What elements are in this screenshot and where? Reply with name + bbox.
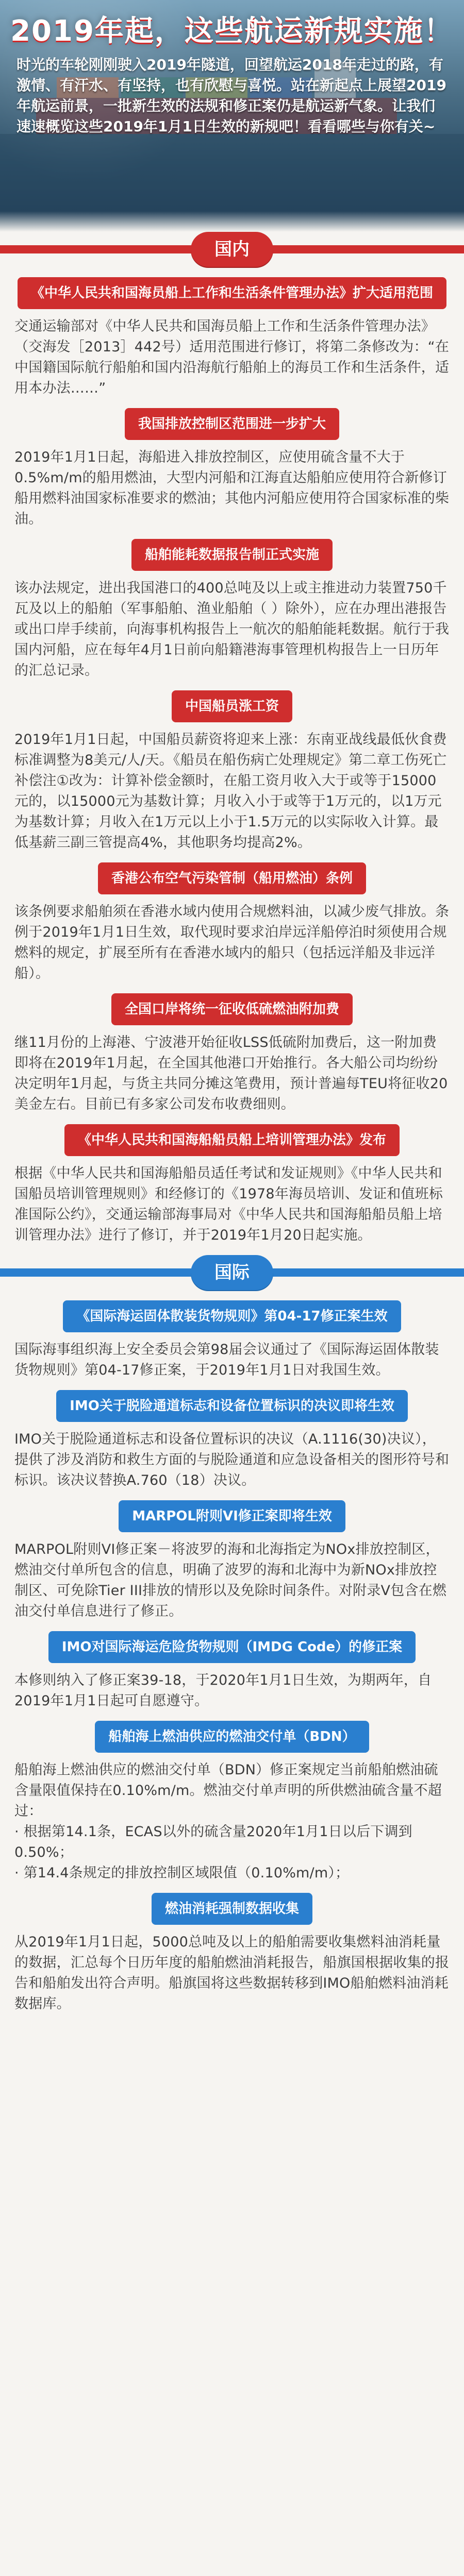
item-title: 《国际海运固体散装货物规则》第04-17修正案生效 [63, 1300, 401, 1332]
item-title: 全国口岸将统一征收低硫燃油附加费 [111, 993, 353, 1025]
intro-text: 时光的车轮刚刚驶入2019年隧道，回望航运2018年走过的路，有激情、有汗水、有坚持，也有欣慰与喜悦。站在新起点上展望2019年航运前景，一批新生效的法规和修正案仍是航运新气象。让我们速速概览这些2019年1月1日生效的新规吧！看看哪些与你有关~ [16, 56, 446, 135]
item-body: 国际海事组织海上安全委员会第98届会议通过了《国际海运固体散装货物规则》第04-17修正案，于2019年1月1日对我国生效。 [14, 1342, 439, 1378]
item-title: 《中华人民共和国海员船上工作和生活条件管理办法》扩大适用范围 [18, 277, 446, 309]
item-title: 船舶能耗数据报告制正式实施 [131, 539, 333, 571]
item-title: MARPOL附则VI修正案即将生效 [119, 1500, 345, 1532]
section-international [0, 1255, 464, 1291]
item-title: 香港公布空气污染管制（船用燃油）条例 [98, 862, 366, 894]
item-body: 本修则纳入了修正案39-18，于2020年1月1日生效，为期两年，自2019年1月1日起可自愿遵守。 [14, 1672, 432, 1709]
item-body: IMO关于脱险通道标志和设备位置标识的决议（A.1116(30)决议），提供了涉及消防和救生方面的与脱险通道和应急设备相关的图形符号和标识。该决议替换A.760（18）决议。 [14, 1431, 450, 1488]
item-title: 《中华人民共和国海船船员船上培训管理办法》发布 [64, 1124, 400, 1156]
section-label: 国际 [191, 1255, 273, 1290]
item-body: 继11月份的上海港、宁波港开始征收LSS低硫附加费后，这一附加费即将在2019年1月起，在全国其他港口开始推行。各大船公司均纷纷决定明年1月起，与货主共同分摊这笔费用，预计普遍每TEU将征收20美金左右。目前已有多家公司发布收费细则。 [14, 1035, 448, 1112]
banner-fade [0, 211, 464, 232]
item-body: 2019年1月1日起，中国船员薪资将迎来上涨：东南亚战线最低伙食费标准调整为8美元/人/天。《船员在船伤病亡处理规定》第二章工伤死亡补偿注①改为：计算补偿金额时，在船工资月收入大于或等于15000元的，以15000元为基数计算；月收入小于或等于1万元的，以1万元为基数计算；月收入在1万元以上小于1.5万元的以实际收入计算。最低基薪三副三管提高4%，其他职务均提高2%。 [14, 732, 447, 851]
section-domestic [0, 232, 464, 268]
item-body: 该办法规定，进出我国港口的400总吨及以上或主推进动力装置750千瓦及以上的船舶（军事船舶、渔业船舶（ ）除外），应在办理出港报告或出口岸手续前，向海事机构报告上一航次的船舶能耗数据。航行于我国内河船，应在每年4月1日前向船籍港海事管理机构报告上一日历年的汇总记录。 [14, 580, 450, 679]
headline: 2019年起，这些航运新规实施！ [10, 14, 454, 48]
item-body: 根据《中华人民共和国海船船员适任考试和发证规则》《中华人民共和国船员培训管理规则》和经修订的《1978年海员培训、发证和值班标准国际公约》，交通运输部海事局对《中华人民共和国海船船员船上培训管理办法》进行了修订，并于2019年1月20日起实施。 [14, 1165, 443, 1243]
item-body: 交通运输部对《中华人民共和国海员船上工作和生活条件管理办法》（交海发［2013］442号）适用范围进行修订，将第二条修改为：“在中国籍国际航行船舶和国内沿海航行船舶上的海员工作和生活条件，适用本办法……” [14, 318, 450, 396]
item-title: IMO对国际海运危险货物规则（IMDG Code）的修正案 [48, 1631, 416, 1663]
item-body: 2019年1月1日起，海船进入排放控制区，应使用硫含量不大于0.5%m/m的船用燃油，大型内河船和江海直达船舶应使用符合新修订船用燃料油国家标准要求的燃油；其他内河船应使用符合国家标准的柴油。 [14, 449, 450, 527]
section-label: 国内 [191, 232, 273, 267]
item-body: 从2019年1月1日起，5000总吨及以上的船舶需要收集燃料油消耗量的数据，汇总每个日历年度的船舶燃油消耗报告，船旗国根据收集的报告和船舶发出符合声明。船旗国将这些数据转移到IMO船舶燃料油消耗数据库。 [14, 1934, 450, 2012]
item-title: IMO关于脱险通道标志和设备位置标识的决议即将生效 [56, 1390, 408, 1422]
item-title: 中国船员涨工资 [172, 690, 292, 722]
item-body: 船舶海上燃油供应的燃油交付单（BDN）修正案规定当前船舶燃油硫含量限值保持在0.10%m/m。燃油交付单声明的所供燃油硫含量不超过： · 根据第14.1条，ECAS以外的硫含量2020年1月1日以后下调到0.50%； · 第14.4条规定的排放控制区域限值（0.10%m/m）； [14, 1762, 442, 1881]
item-body: MARPOL附则VI修正案－将波罗的海和北海指定为NOx排放控制区，燃油交付单所包含的信息，明确了波罗的海和北海中为新NOx排放控制区、可免除Tier III排放的情形以及免除时间条件。对附录V包含在燃油交付单信息进行了修正。 [14, 1541, 447, 1619]
item-title: 燃油消耗强制数据收集 [152, 1893, 312, 1925]
item-body: 该条例要求船舶须在香港水域内使用合规燃料油，以减少废气排放。条例于2019年1月1日生效，取代现时要求泊岸远洋船停泊时须使用合规燃料的规定，扩展至所有在香港水域内的船只（包括远洋船及非远洋船）。 [14, 904, 450, 981]
header-banner [0, 0, 464, 232]
item-title: 我国排放控制区范围进一步扩大 [125, 408, 339, 440]
item-title: 船舶海上燃油供应的燃油交付单（BDN） [95, 1721, 369, 1753]
